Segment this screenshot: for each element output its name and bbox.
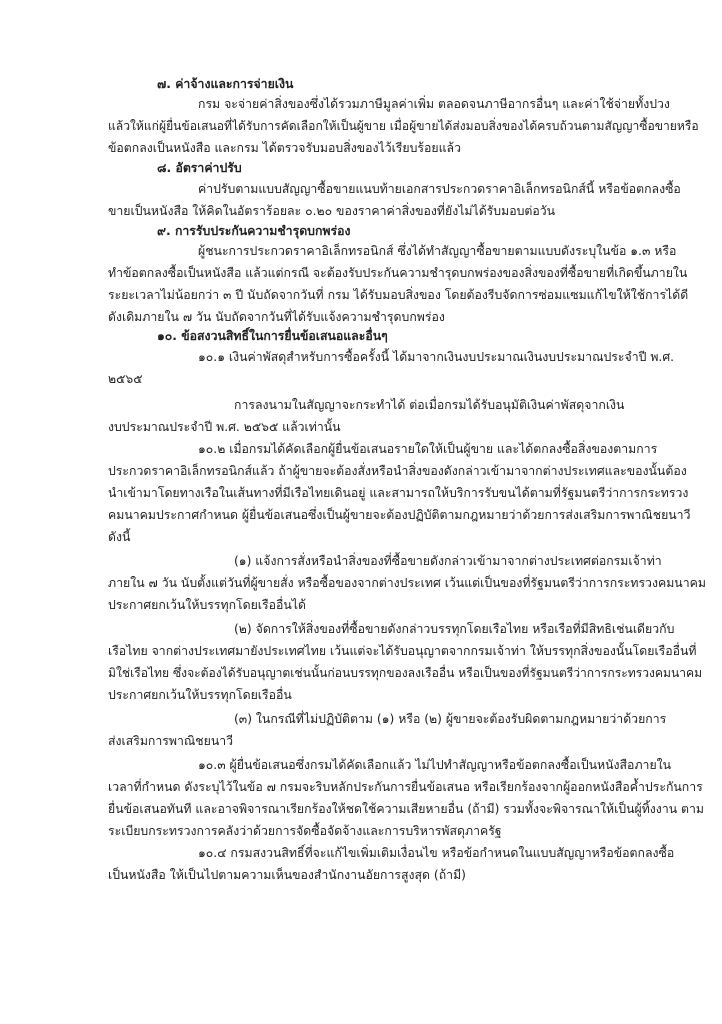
section-7-text-line: ข้อตกลงเป็นหนังสือ และกรม ได้ตรวจรับมอบสิ่งของไว้เรียบร้อยแล้ว [108, 141, 461, 155]
section-9-text-line: ระยะเวลาไม่น้อยกว่า ๓ ปี นับถัดจากวันที่ กรม ได้รับมอบสิ่งของ โดยต้องรีบจัดการซ่อมแซมแก้ไขให้ใช้การได้ดี [108, 288, 689, 302]
clause-10-4-line: เป็นหนังสือ ให้เป็นไปตามความเห็นของสำนักงานอัยการสูงสุด (ถ้ามี) [108, 868, 466, 882]
clause-10-1-line: งบประมาณประจำปี พ.ศ. ๒๕๖๕ แล้วเท่านั้น [108, 420, 341, 434]
item-3-line: ส่งเสริมการพาณิชยนาวี [108, 734, 234, 748]
clause-10-3-line: ยื่นข้อเสนอทันที และอาจพิจารณาเรียกร้องให้ชดใช้ความเสียหายอื่น (ถ้ามี) รวมทั้งจะพิจารณาให้เป็นผู้ทิ้งงาน ตาม [108, 802, 705, 816]
section-9-text-line: ทำข้อตกลงซื้อเป็นหนังสือ แล้วแต่กรณี จะต้องรับประกันความชำรุดบกพร่องของสิ่งของที่ซื้อขายที่เกิดขึ้นภายใน [108, 266, 688, 280]
section-8-heading: ๘. อัตราค่าปรับ [157, 161, 242, 175]
clause-10-1-line: การลงนามในสัญญาจะกระทำได้ ต่อเมื่อกรมได้รับอนุมัติเงินค่าพัสดุจากเงิน [234, 398, 625, 412]
clause-10-2-line: ๑๐.๒ เมื่อกรมได้คัดเลือกผู้ยื่นข้อเสนอรายใดให้เป็นผู้ขาย และได้ตกลงซื้อสิ่งของตามการ [198, 442, 658, 456]
clause-10-2-line: นำเข้ามาโดยทางเรือในเส้นทางที่มีเรือไทยเดินอยู่ และสามารถให้บริการรับขนได้ตามที่รัฐมนตรีว่าการกระทรวง [108, 486, 689, 500]
item-2-line: มิใช่เรือไทย ซึ่งจะต้องได้รับอนุญาตเช่นนั้นก่อนบรรทุกของลงเรืออื่น หรือเป็นของที่รัฐมนตรีว่าการกระทรวงคมนาคม [108, 666, 703, 680]
section-7-heading: ๗. ค่าจ้างและการจ่ายเงิน [157, 77, 294, 91]
section-9-text-line: ดังเดิมภายใน ๗ วัน นับถัดจากวันที่ได้รับแจ้งความชำรุดบกพร่อง [108, 310, 445, 324]
section-8-text-line: ขายเป็นหนังสือ ให้คิดในอัตราร้อยละ ๐.๒๐ ของราคาค่าสิ่งของที่ยังไม่ได้รับมอบต่อวัน [108, 204, 556, 218]
section-9-text-line: ผู้ชนะการประกวดราคาอิเล็กทรอนิกส์ ซึ่งได้ทำสัญญาซื้อขายตามแบบดังระบุในข้อ ๑.๓ หรือ [198, 244, 677, 258]
clause-10-4-line: ๑๐.๔ กรมสงวนสิทธิ์ที่จะแก้ไขเพิ่มเติมเงื่อนไข หรือข้อกำหนดในแบบสัญญาหรือข้อตกลงซื้อ [198, 846, 675, 860]
clause-10-3-line: ระเบียบกระทรวงการคลังว่าด้วยการจัดซื้อจัดจ้างและการบริหารพัสดุภาครัฐ [108, 824, 502, 838]
item-1-line: ประกาศยกเว้นให้บรรทุกโดยเรืออื่นได้ [108, 598, 306, 612]
item-3-line: (๓) ในกรณีที่ไม่ปฏิบัติตาม (๑) หรือ (๒) ผู้ขายจะต้องรับผิดตามกฎหมายว่าด้วยการ [234, 712, 667, 726]
section-9-heading: ๙. การรับประกันความชำรุดบกพร่อง [157, 224, 351, 238]
clause-10-1-line: ๒๕๖๕ [108, 372, 143, 386]
item-1-line: (๑) แจ้งการสั่งหรือนำสิ่งของที่ซื้อขายดังกล่าวเข้ามาจากต่างประเทศต่อกรมเจ้าท่า [234, 554, 662, 568]
clause-10-3-line: ๑๐.๓ ผู้ยื่นข้อเสนอซึ่งกรมได้คัดเลือกแล้ว ไม่ไปทำสัญญาหรือข้อตกลงซื้อเป็นหนังสือภายใน [198, 758, 672, 772]
section-10-heading: ๑๐. ข้อสงวนสิทธิ์ในการยื่นข้อเสนอและอื่นๆ [157, 329, 388, 343]
item-2-line: ประกาศยกเว้นให้บรรทุกโดยเรืออื่น [108, 688, 292, 702]
item-2-line: เรือไทย จากต่างประเทศมายังประเทศไทย เว้นแต่จะได้รับอนุญาตจากกรมเจ้าท่า ให้บรรทุกสิ่งของนั้นโดยเรืออื่นที่ [108, 644, 697, 658]
item-2-line: (๒) จัดการให้สิ่งของที่ซื้อขายดังกล่าวบรรทุกโดยเรือไทย หรือเรือที่มีสิทธิเช่นเดียวกับ [234, 622, 675, 636]
clause-10-2-line: ประกวดราคาอิเล็กทรอนิกส์แล้ว ถ้าผู้ขายจะต้องสั่งหรือนำสิ่งของดังกล่าวเข้ามาจากต่างประเทศและของนั้นต้อง [108, 464, 687, 478]
clause-10-2-line: คมนาคมประกาศกำหนด ผู้ยื่นข้อเสนอซึ่งเป็นผู้ขายจะต้องปฏิบัติตามกฎหมายว่าด้วยการส่งเสริมการพาณิชยนาวี [108, 508, 691, 522]
section-7-text-line: แล้วให้แก่ผู้ยื่นข้อเสนอที่ได้รับการคัดเลือกให้เป็นผู้ขาย เมื่อผู้ขายได้ส่งมอบสิ่งของได้ครบถ้วนตามสัญญาซื้อขายหรือ [108, 119, 699, 133]
clause-10-1-line: ๑๐.๑ เงินค่าพัสดุสำหรับการซื้อครั้งนี้ ได้มาจากเงินงบประมาณเงินงบประมาณประจำปี พ.ศ. [198, 350, 675, 364]
section-8-text-line: ค่าปรับตามแบบสัญญาซื้อขายแนบท้ายเอกสารประกวดราคาอิเล็กทรอนิกส์นี้ หรือข้อตกลงซื้อ [198, 182, 681, 196]
section-7-text-line: กรม จะจ่ายค่าสิ่งของซึ่งได้รวมภาษีมูลค่าเพิ่ม ตลอดจนภาษีอากรอื่นๆ และค่าใช้จ่ายทั้งปวง [198, 97, 670, 111]
clause-10-2-line: ดังนี้ [108, 530, 131, 544]
item-1-line: ภายใน ๗ วัน นับตั้งแต่วันที่ผู้ขายสั่ง หรือซื้อของจากต่างประเทศ เว้นแต่เป็นของที่รัฐมนตรีว่าการกระทรวงคมนาคม [108, 576, 706, 590]
clause-10-3-line: เวลาที่กำหนด ดังระบุไว้ในข้อ ๗ กรมจะริบหลักประกันการยื่นข้อเสนอ หรือเรียกร้องจากผู้ออกหนังสือค้ำประกันการ [108, 780, 703, 794]
